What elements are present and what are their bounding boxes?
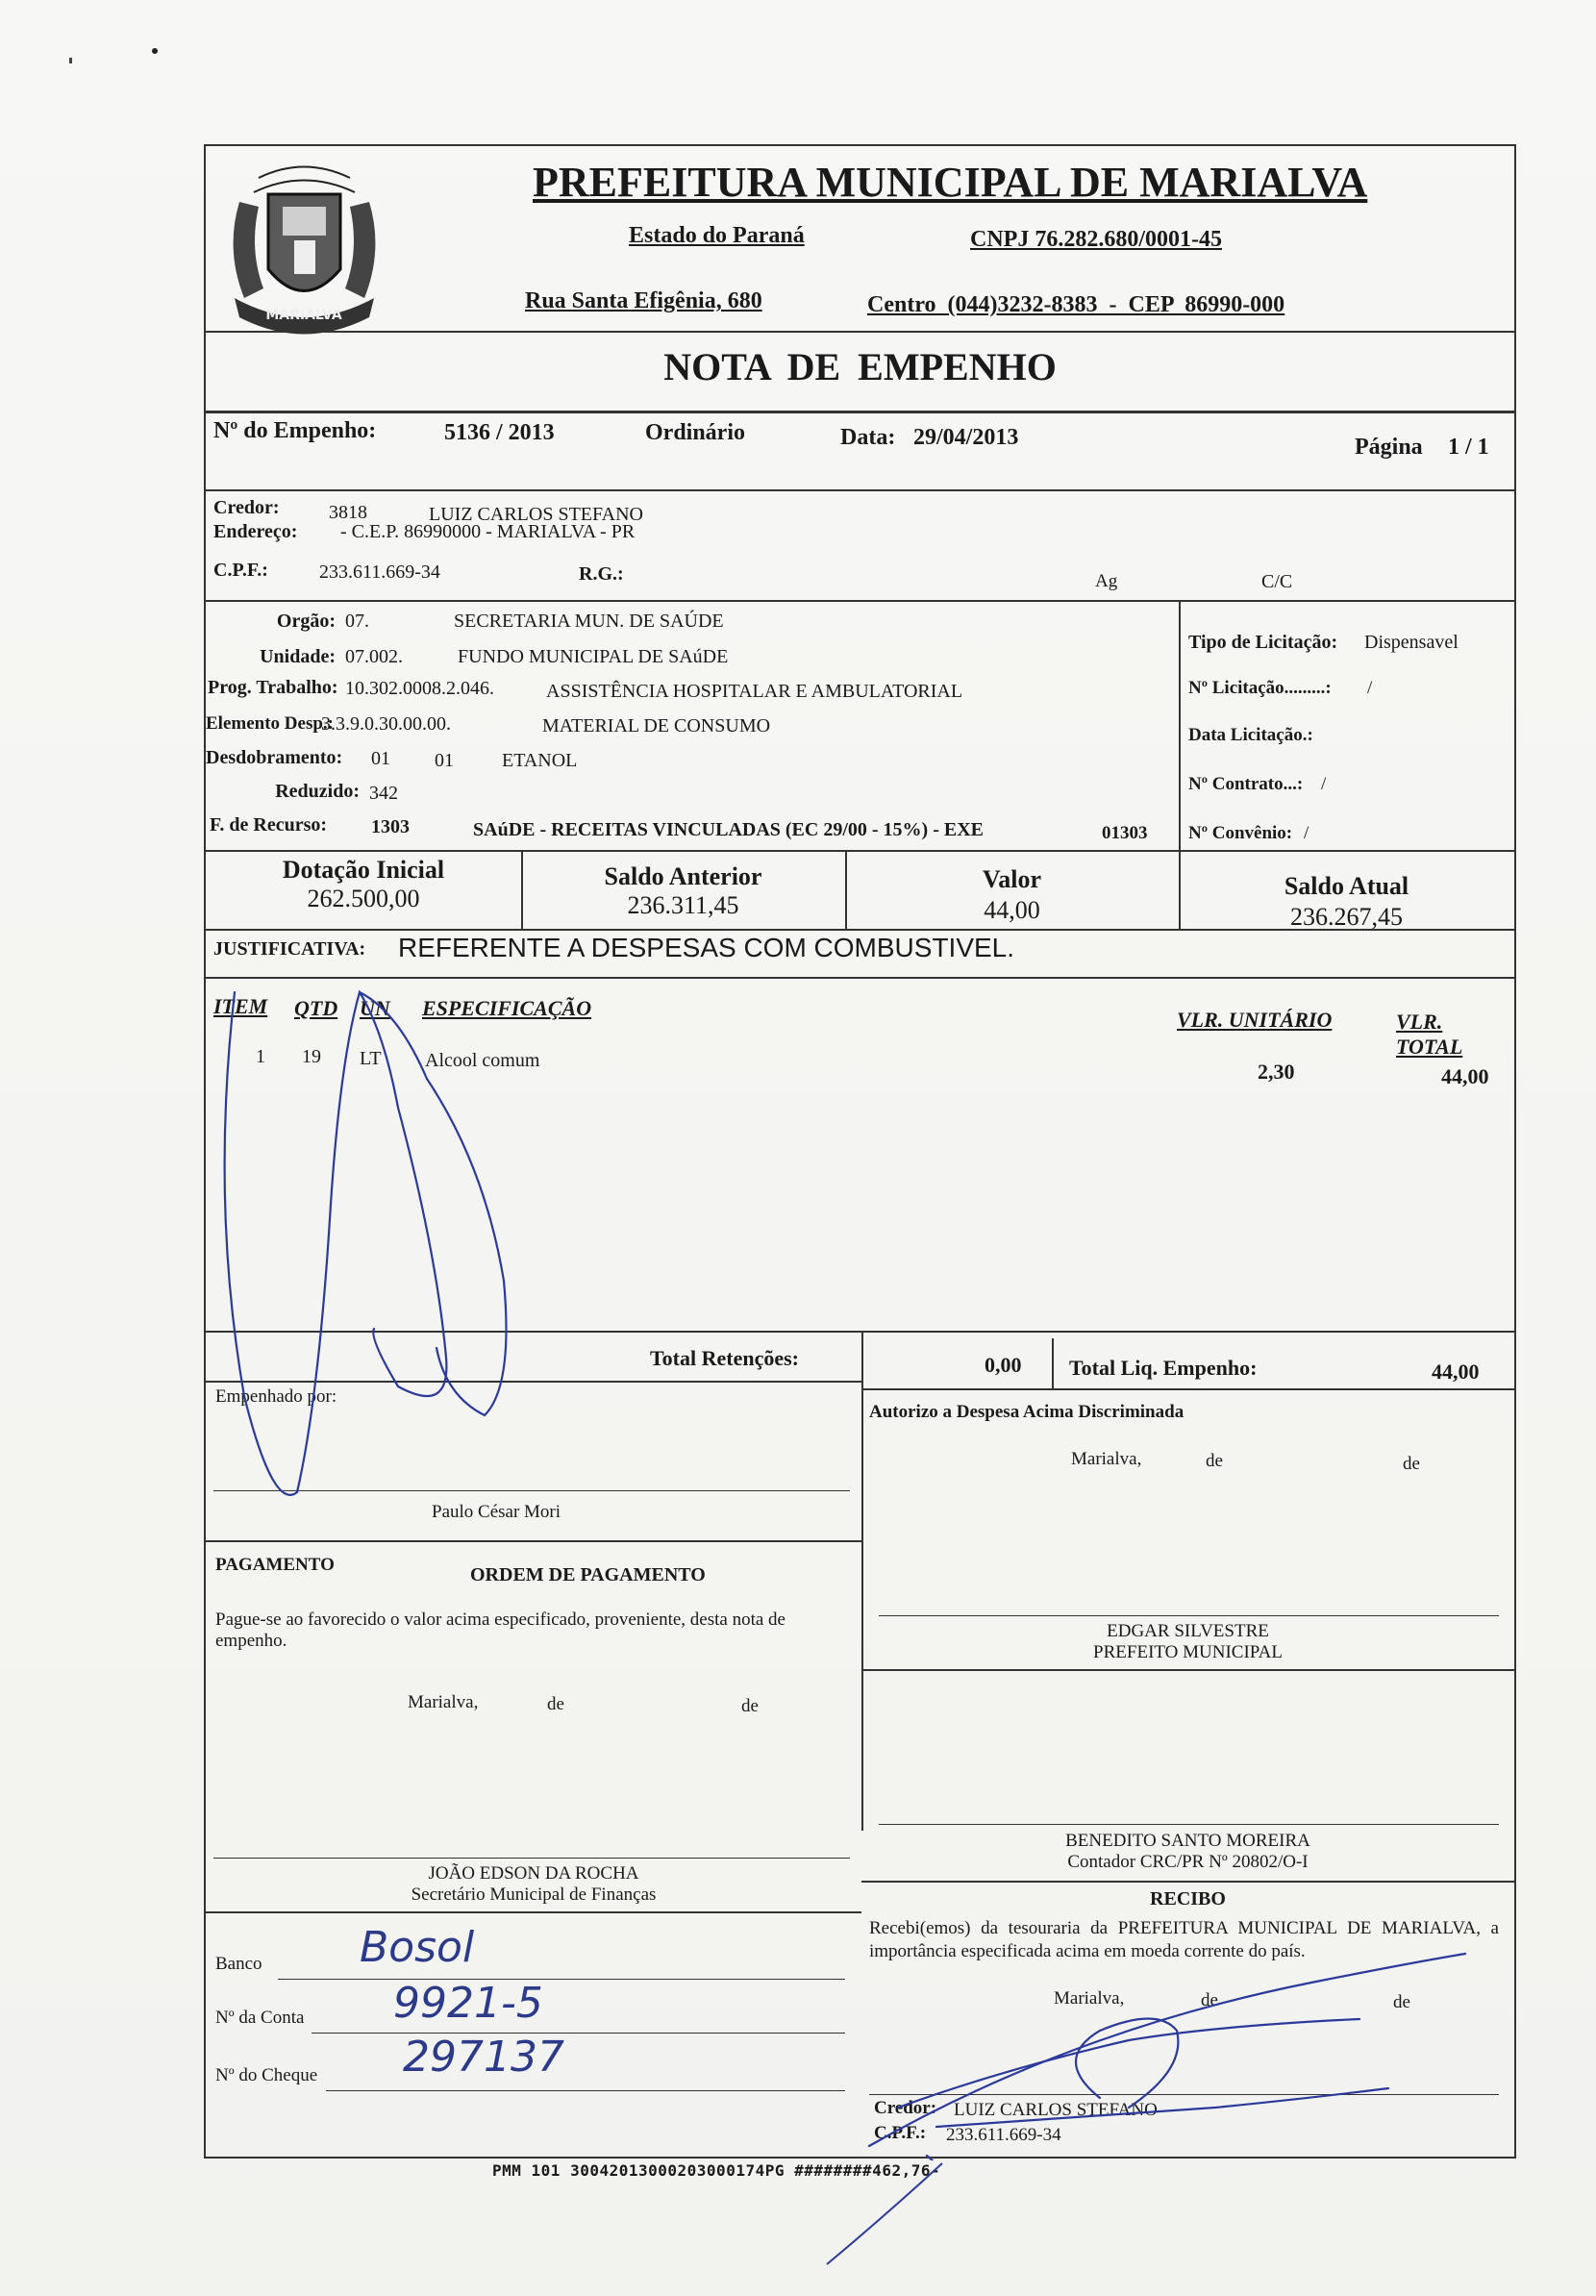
contrato-label: Nº Contrato...:: [1188, 774, 1304, 794]
footer-print-code: PMM 101 30042013000203000174PG ########462,76-: [492, 2161, 941, 2180]
recibo-credor-label: Credor:: [874, 2098, 937, 2118]
conta-label: Nº da Conta: [215, 2008, 305, 2028]
orgao-label: Orgão:: [276, 611, 336, 632]
item-row-number: 1: [256, 1046, 265, 1067]
cc-label: C/C: [1261, 571, 1293, 592]
prog-name: ASSISTÊNCIA HOSPITALAR E AMBULATORIAL: [546, 681, 963, 702]
cpf-label: C.P.F.:: [213, 560, 268, 581]
empenho-number: 5136 / 2013: [444, 420, 555, 445]
empenhado-name: Paulo César Mori: [432, 1502, 561, 1522]
tipo-licitacao: Dispensavel: [1364, 632, 1459, 653]
scan-speck: [69, 58, 72, 63]
saldo-anterior-label: Saldo Anterior: [604, 862, 762, 890]
item-row-espec: Alcool comum: [425, 1050, 540, 1071]
ag-label: Ag: [1095, 571, 1118, 591]
contador-name: BENEDITO SANTO MOREIRA: [1065, 1831, 1310, 1851]
justificativa-text: REFERENTE A DESPESAS COM COMBUSTIVEL.: [398, 933, 1015, 962]
page-number: 1 / 1: [1448, 435, 1489, 460]
autorizo-city: Marialva,: [1071, 1449, 1142, 1469]
data-licitacao-label: Data Licitação.:: [1188, 725, 1313, 745]
tipo-licitacao-label: Tipo de Licitação:: [1188, 632, 1338, 653]
recibo-title: RECIBO: [1150, 1888, 1226, 1909]
empenhado-label: Empenhado por:: [215, 1386, 337, 1407]
nota-de-empenho-form: [204, 144, 1516, 2159]
reduzido-label: Reduzido:: [275, 781, 360, 802]
street-address: Rua Santa Efigênia, 680: [525, 288, 762, 313]
credor-name: LUIZ CARLOS STEFANO: [429, 504, 643, 525]
prefeito-name: EDGAR SILVESTRE: [1107, 1621, 1269, 1641]
dotacao-value: 262.500,00: [307, 885, 420, 912]
saldo-atual-value: 236.267,45: [1290, 903, 1403, 931]
pagamento-city: Marialva,: [408, 1692, 479, 1712]
convenio-label: Nº Convênio:: [1188, 823, 1293, 843]
unidade-name: FUNDO MUNICIPAL DE SAúDE: [458, 646, 729, 667]
secretario-title: Secretário Municipal de Finanças: [411, 1884, 657, 1905]
autorizo-de-1: de: [1206, 1451, 1223, 1471]
col-header-item: ITEM: [213, 994, 268, 1018]
col-header-un: UN: [360, 996, 390, 1020]
saldo-atual-label: Saldo Atual: [1284, 872, 1409, 900]
recibo-cpf-label: C.P.F.:: [874, 2123, 927, 2143]
district-phone-cep: Centro (044)3232-8383 - CEP 86990-000: [867, 292, 1285, 317]
desdobramento-b: 01: [435, 750, 454, 771]
valor-label: Valor: [982, 865, 1042, 893]
banco-label: Banco: [215, 1954, 262, 1974]
col-header-qtd: QTD: [294, 996, 338, 1020]
date-value: 29/04/2013: [913, 425, 1019, 450]
contador-title: Contador CRC/PR Nº 20802/O-I: [1067, 1852, 1309, 1872]
handwritten-signatures: [206, 146, 1518, 2160]
pagamento-de-1: de: [547, 1694, 564, 1714]
pagamento-de-2: de: [741, 1696, 759, 1716]
credor-code: 3818: [329, 502, 367, 523]
unidade-code: 07.002.: [345, 646, 403, 667]
contrato: /: [1321, 774, 1327, 794]
retencoes-value: 0,00: [985, 1353, 1022, 1377]
doc-title: NOTA DE EMPENHO: [663, 345, 1057, 388]
signature-tail: [769, 2159, 1058, 2284]
rg-label: R.G.:: [579, 563, 624, 585]
endereco: - C.E.P. 86990000 - MARIALVA - PR: [340, 521, 636, 542]
reduzido: 342: [369, 783, 398, 804]
recurso-name: SAúDE - RECEITAS VINCULADAS (EC 29/00 - 15%) - EXE: [473, 819, 984, 840]
cnpj: CNPJ 76.282.680/0001-45: [970, 227, 1222, 252]
empenho-number-label: Nº do Empenho:: [213, 418, 377, 443]
autorizo-text: Autorizo a Despesa Acima Discriminada: [869, 1402, 1185, 1422]
numero-licitacao: /: [1367, 678, 1373, 698]
recibo-city: Marialva,: [1054, 1988, 1125, 2009]
recibo-cpf: 233.611.669-34: [946, 2125, 1061, 2145]
secretario-name: JOÃO EDSON DA ROCHA: [428, 1863, 639, 1884]
cpf: 233.611.669-34: [319, 562, 440, 583]
col-header-vlr-total: VLR. TOTAL: [1396, 1010, 1463, 1059]
page-label: Página: [1355, 435, 1423, 460]
prefeito-title: PREFEITO MUNICIPAL: [1093, 1642, 1283, 1662]
col-header-vlr-unitario: VLR. UNITÁRIO: [1177, 1008, 1333, 1032]
justificativa-label: JUSTIFICATIVA:: [213, 938, 366, 960]
pagamento-text: Pague-se ao favorecido o valor acima especificado, proveniente, desta nota de empenho.: [215, 1610, 786, 1651]
total-liq-value: 44,00: [1432, 1360, 1480, 1384]
pagamento-label: PAGAMENTO: [215, 1555, 335, 1575]
recibo-text: Recebi(emos) da tesouraria da PREFEITURA MUNICIPAL DE MARIALVA, a importância especificada acima em moeda corrente do país.: [869, 1918, 1499, 1961]
recibo-de-1: de: [1201, 1990, 1218, 2010]
elemento-label: Elemento Desp.:: [206, 713, 334, 734]
prog-code: 10.302.0008.2.046.: [345, 678, 494, 699]
valor-value: 44,00: [984, 896, 1040, 924]
recurso-code2: 01303: [1102, 823, 1148, 843]
item-row-unit: 2,30: [1258, 1060, 1295, 1084]
numero-licitacao-label: Nº Licitação.........:: [1188, 678, 1332, 698]
elemento-name: MATERIAL DE CONSUMO: [542, 715, 771, 736]
recibo-de-2: de: [1393, 1992, 1410, 2012]
item-row-un: LT: [360, 1048, 382, 1069]
endereco-label: Endereço:: [213, 521, 298, 542]
elemento-code: 3.3.9.0.30.00.00.: [321, 713, 451, 735]
orgao-code: 07.: [345, 611, 369, 632]
recurso-label: F. de Recurso:: [210, 814, 328, 836]
desdobramento-label: Desdobramento:: [206, 747, 343, 768]
ordem-pagamento-label: ORDEM DE PAGAMENTO: [470, 1564, 706, 1585]
item-row-total: 44,00: [1441, 1064, 1489, 1088]
prog-label: Prog. Trabalho:: [208, 677, 338, 698]
empenho-type: Ordinário: [645, 420, 746, 445]
total-liq-label: Total Liq. Empenho:: [1069, 1356, 1258, 1380]
desdobramento-name: ETANOL: [502, 750, 578, 771]
scan-speck: [152, 48, 158, 54]
dotacao-label: Dotação Inicial: [282, 856, 445, 884]
unidade-label: Unidade:: [260, 646, 336, 667]
date-label: Data:: [840, 425, 896, 450]
crest-text: MARIALVA: [265, 308, 342, 323]
retencoes-label: Total Retenções:: [650, 1346, 799, 1370]
cheque-label: Nº do Cheque: [215, 2065, 318, 2085]
item-row-qtd: 19: [302, 1046, 321, 1067]
orgao-name: SECRETARIA MUN. DE SAÚDE: [454, 611, 724, 632]
prefeitura-title: PREFEITURA MUNICIPAL DE MARIALVA: [533, 159, 1368, 206]
banco-handwritten: Bosol: [360, 1923, 475, 1972]
col-header-especificacao: ESPECIFICAÇÃO: [422, 996, 592, 1020]
convenio: /: [1304, 823, 1309, 843]
conta-handwritten: 9921-5: [393, 1979, 543, 2028]
saldo-anterior-value: 236.311,45: [627, 891, 739, 919]
autorizo-de-2: de: [1403, 1454, 1420, 1474]
desdobramento-a: 01: [371, 748, 390, 769]
recibo-credor-name: LUIZ CARLOS STEFANO: [954, 2100, 1158, 2120]
credor-label: Credor:: [213, 497, 280, 518]
cheque-handwritten: 297137: [403, 2033, 564, 2082]
state-name: Estado do Paraná: [629, 223, 805, 248]
recurso-code: 1303: [371, 816, 410, 837]
